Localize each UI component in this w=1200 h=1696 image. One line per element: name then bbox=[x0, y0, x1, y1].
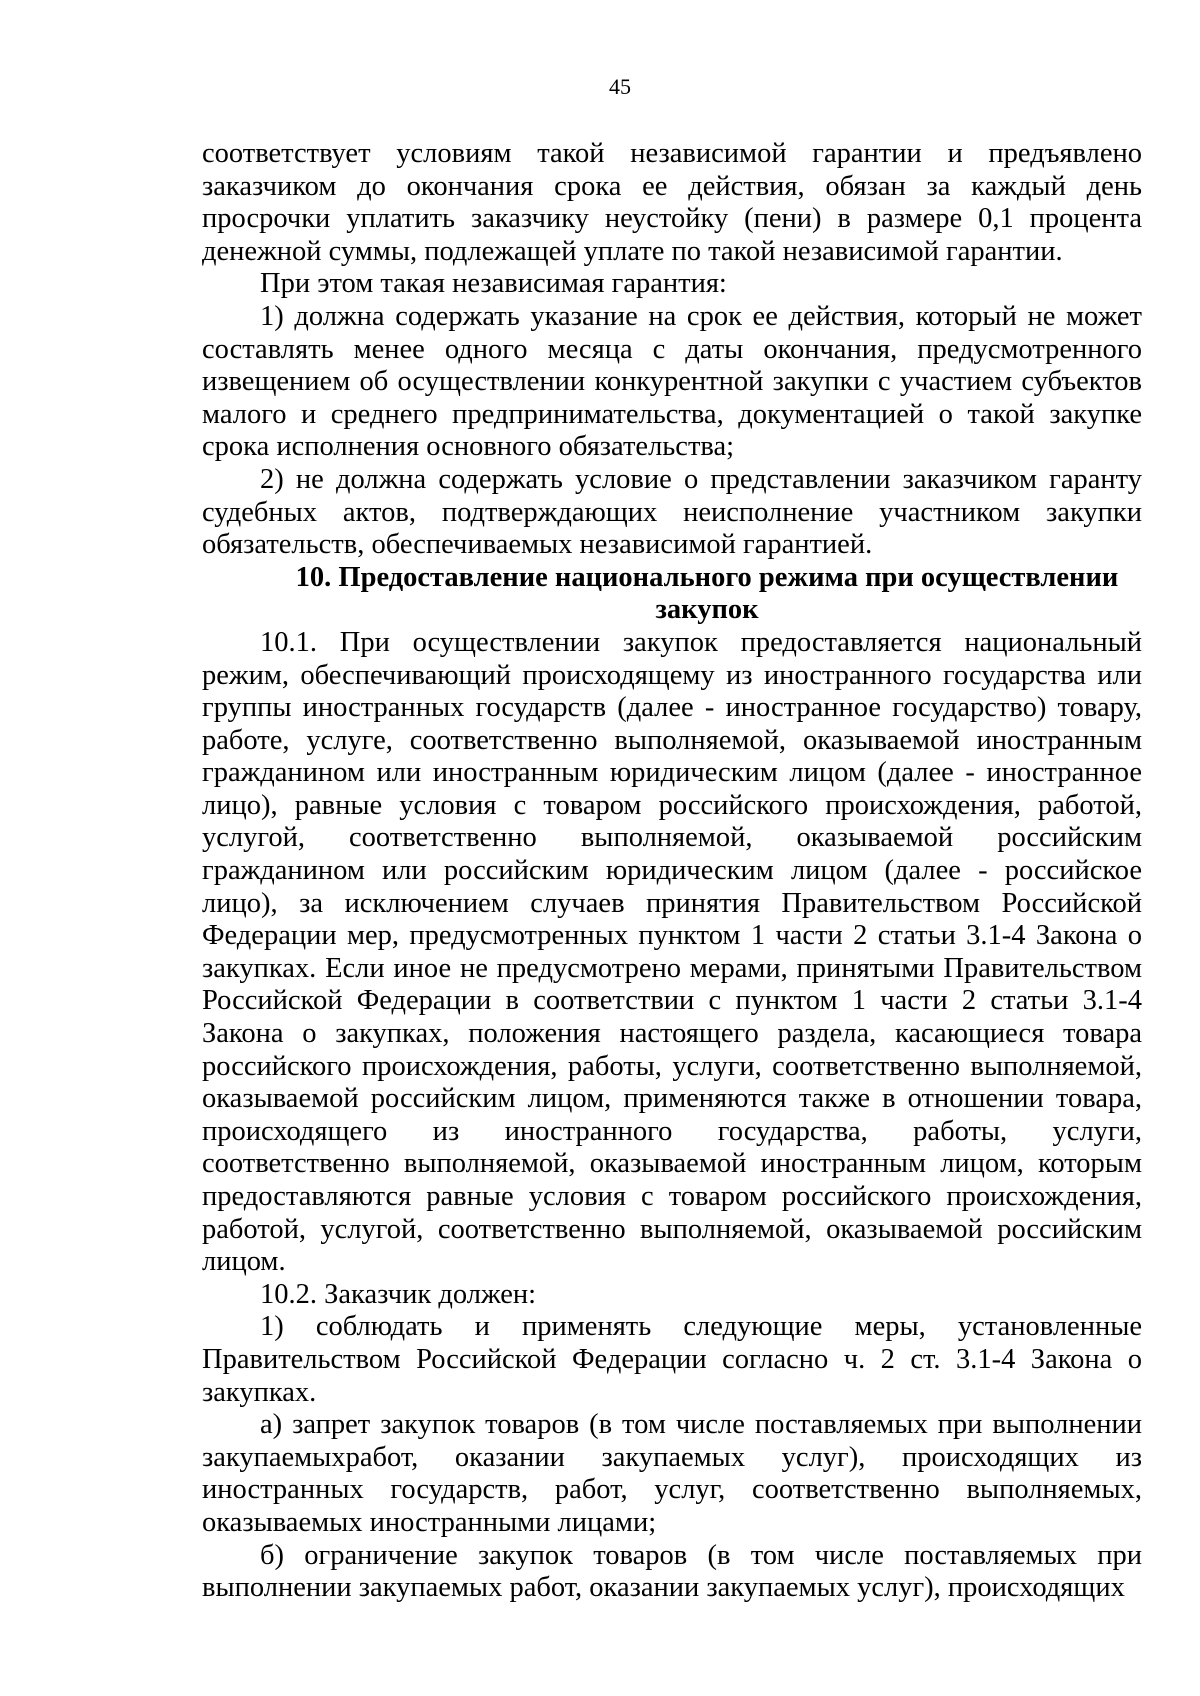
paragraph-10-2-item-a: а) запрет закупок товаров (в том числе поставляемых при выполнении закупаемыхработ, оказании закупаемых услуг), происходящих из иностранных государств, работ, услуг, соответственно выполняемых, оказываемых иностранными лицами; bbox=[202, 1409, 1142, 1538]
paragraph-guarantee-intro: При этом такая независимая гарантия: bbox=[260, 268, 727, 300]
paragraph-item-1: 1) должна содержать указание на срок ее действия, который не может составлять менее одного месяца с даты окончания, предусмотренного извещением об осуществлении конкурентной закупки с участием субъектов малого и среднего предпринимательства, документацией о такой закупке срока исполнения основного обязательства; bbox=[202, 300, 1142, 463]
paragraph-10-2-item-b: б) ограничение закупок товаров (в том числе поставляемых при выполнении закупаемых работ, оказании закупаемых услуг), происходящих bbox=[202, 1539, 1142, 1604]
page-number: 45 bbox=[609, 74, 631, 99]
paragraph-10-2-item-1: 1) соблюдать и применять следующие меры, установленные Правительством Российской Федерации согласно ч. 2 ст. 3.1-4 Закона о закупках. bbox=[202, 1311, 1142, 1408]
document-body bbox=[202, 138, 1142, 1605]
paragraph-continuation: соответствует условиям такой независимой гарантии и предъявлено заказчиком до окончания срока ее действия, обязан за каждый день просрочки уплатить заказчику неустойку (пени) в размере 0,1 процента денежной суммы, подлежащей уплате по такой независимой гарантии. bbox=[202, 138, 1142, 267]
paragraph-10-1: 10.1. При осуществлении закупок предоставляется национальный режим, обеспечивающий происходящему из иностранного государства или группы иностранных государств (далее - иностранное государство) товару, работе, услуге, соответственно выполняемой, оказываемой иностранным гражданином или иностранным юридическим лицом (далее - иностранное лицо), равные условия с товаром российского происхождения, работой, услугой, соответственно выполняемой, оказываемой российским гражданином или российским юридическим лицом (далее - российское лицо), за исключением случаев принятия Правительством Российской Федерации мер, предусмотренных пунктом 1 части 2 статьи 3.1-4 Закона о закупках. Если иное не предусмотрено мерами, принятыми Правительством Российской Федерации в соответствии с пунктом 1 части 2 статьи 3.1-4 Закона о закупках, положения настоящего раздела, касающиеся товара российского происхождения, работы, услуги, соответственно выполняемой, оказываемой российским лицом, применяются также в отношении товара, происходящего из иностранного государства, работы, услуги, соответственно выполняемой, оказываемой иностранным лицом, которым предоставляются равные условия с товаром российского происхождения, работой, услугой, соответственно выполняемой, оказываемой российским лицом. bbox=[202, 626, 1142, 1278]
section-heading: 10. Предоставление национального режима при осуществлении закупок bbox=[295, 561, 1119, 626]
paragraph-10-2: 10.2. Заказчик должен: bbox=[260, 1278, 537, 1310]
paragraph-item-2: 2) не должна содержать условие о представлении заказчиком гаранту судебных актов, подтверждающих неисполнение участником закупки обязательств, обеспечиваемых независимой гарантией. bbox=[202, 463, 1142, 561]
